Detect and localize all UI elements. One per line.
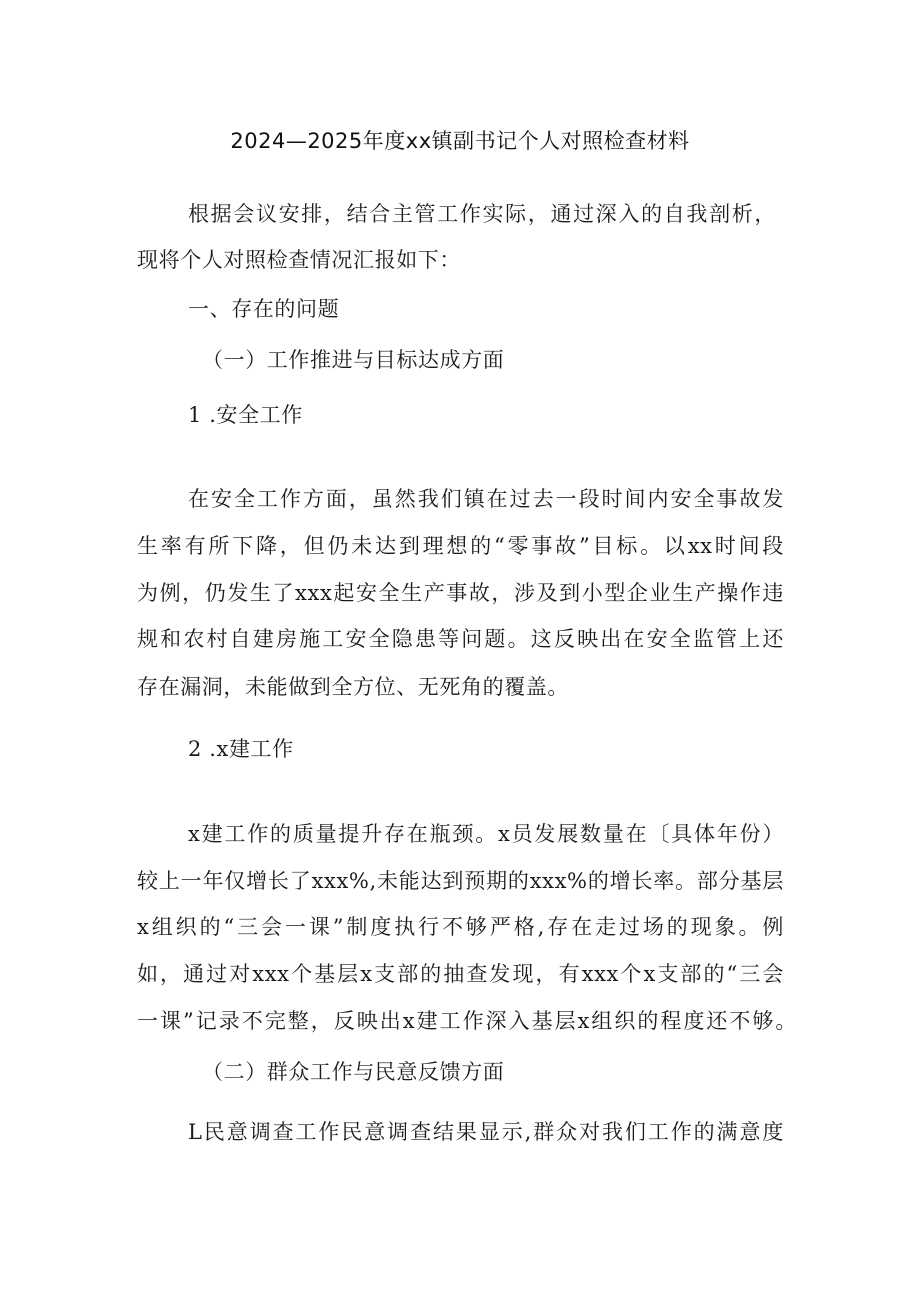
opinion-survey-line-1: L民意调查工作民意调查结果显示,群众对我们工作的满意度 (188, 1120, 784, 1144)
x-building-paragraph-line-3: x组织的“三会一课”制度执行不够严格,存在走过场的现象。例 (137, 915, 784, 939)
safety-paragraph-line-3: 为例，仍发生了xxx起安全生产事故，涉及到小型企业生产操作违 (137, 581, 784, 605)
safety-paragraph-line-5: 存在漏洞，未能做到全方位、无死角的覆盖。 (137, 675, 569, 699)
safety-paragraph-line-4: 规和农村自建房施工安全隐患等问题。这反映出在安全监管上还 (137, 627, 784, 651)
subsection-heading-mass-work: （二）群众工作与民意反馈方面 (202, 1060, 505, 1084)
safety-paragraph-line-2: 生率有所下降，但仍未达到理想的“零事故”目标。以xx时间段 (137, 534, 784, 558)
x-building-paragraph-line-1: x建工作的质量提升存在瓶颈。x员发展数量在〔具体年份） (188, 822, 784, 846)
x-building-paragraph-line-5: 一课”记录不完整，反映出x建工作深入基层x组织的程度还不够。 (137, 1009, 797, 1033)
document-title: 2024—2025年度xx镇副书记个人对照检查材料 (230, 129, 690, 153)
subsection-heading-work-progress: （一）工作推进与目标达成方面 (202, 348, 505, 372)
intro-line-2: 现将个人对照检查情况汇报如下： (137, 248, 461, 272)
item-title-safety: 1 .安全工作 (188, 403, 303, 427)
x-building-paragraph-line-2: 较上一年仅增长了xxx%,未能达到预期的xxx%的增长率。部分基层 (137, 869, 784, 893)
intro-line-1: 根据会议安排，结合主管工作实际，通过深入的自我剖析， (188, 202, 776, 226)
safety-paragraph-line-1: 在安全工作方面，虽然我们镇在过去一段时间内安全事故发 (188, 487, 784, 511)
item-title-x-building: 2 .x建工作 (188, 737, 294, 761)
x-building-paragraph-line-4: 如，通过对xxx个基层x支部的抽查发现，有xxx个x支部的“三会 (137, 962, 784, 986)
section-heading-problems: 一、存在的问题 (188, 297, 340, 321)
